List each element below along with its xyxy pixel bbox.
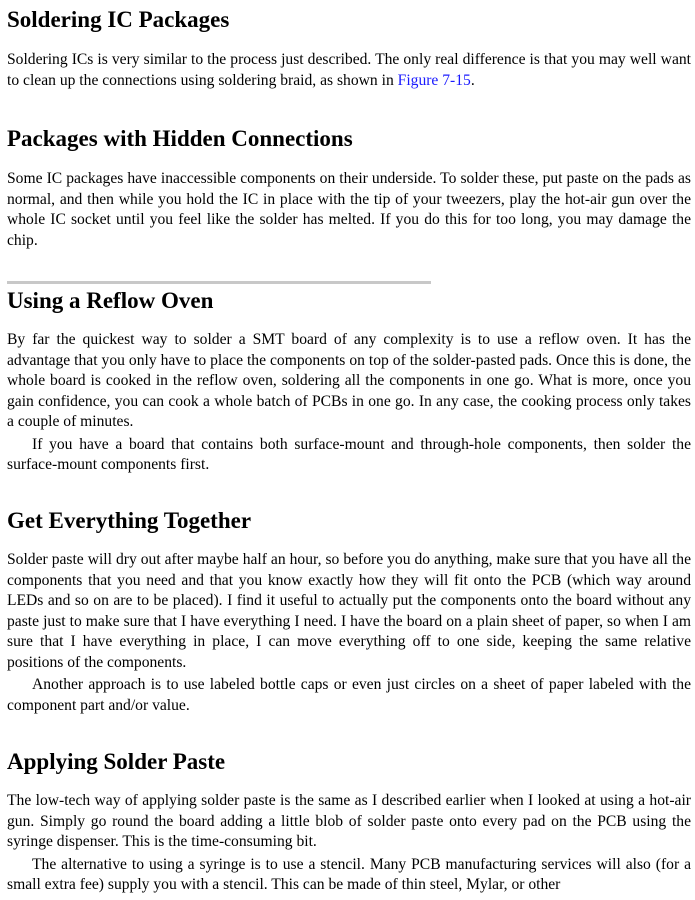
heading-using-reflow-oven: Using a Reflow Oven [7, 288, 214, 313]
paragraph: Some IC packages have inaccessible components on their underside. To solder these, put paste on the pads as normal, and then while you hold the IC in place with the tip of your tweezers, play the hot-air gun over the whole IC socket until you feel like the solder has melted. If you do this for too long, you may damage the chip. [7, 170, 691, 249]
paragraph: The low-tech way of applying solder paste is the same as I described earlier when I looked at using a hot-air gun. Simply go round the board adding a little blob of solder paste onto every pad on the PCB using the syringe dispenser. This is the time-consuming bit. [7, 792, 691, 850]
section-divider [7, 281, 431, 284]
paragraph: Solder paste will dry out after maybe half an hour, so before you do anything, make sure that you have all the components that you need and that you know exactly how they will fit onto the PCB (which way around LEDs and so on are to be placed). I find it useful to actually put the components onto the board without any paste just to make sure that I have everything I need. I have the board on a plain sheet of paper, so when I am sure that I have everything in place, I can move everything off to one side, keeping the same relative positions of the components. [7, 551, 691, 671]
section-hidden-connections [7, 125, 691, 251]
paragraph: The alternative to using a syringe is to use a stencil. Many PCB manufacturing services will also (for a small extra fee) supply you with a stencil. This can be made of thin steel, Mylar, or other [7, 855, 691, 893]
paragraph: If you have a board that contains both surface-mount and through-hole components, then solder the surface-mount components first. [7, 435, 691, 473]
heading-applying-solder-paste: Applying Solder Paste [7, 749, 226, 774]
figure-7-15-link[interactable]: Figure 7-15 [397, 71, 471, 89]
heading-packages-hidden-connections: Packages with Hidden Connections [7, 126, 353, 151]
paragraph: By far the quickest way to solder a SMT board of any complexity is to use a reflow oven. It has the advantage that you only have to place the components on top of the solder-pasted pads. Once this is done, the whole board is cooked in the reflow oven, soldering all the components in one go. What is more, once you gain confidence, you can cook a whole batch of PCBs in one go. In any case, the cooking process only takes a couple of minutes. [7, 331, 691, 430]
section-soldering-ic-packages [7, 6, 691, 91]
heading-soldering-ic-packages: Soldering IC Packages [7, 7, 230, 32]
paragraph: Soldering ICs is very similar to the process just described. The only real difference is that you may well want to clean up the connections using soldering braid, as shown in Figure 7-15. [7, 51, 691, 89]
heading-get-everything-together: Get Everything Together [7, 508, 252, 533]
paragraph: Another approach is to use labeled bottle caps or even just circles on a sheet of paper labeled with the component part and/or value. [7, 676, 691, 714]
section-reflow-oven [7, 287, 691, 476]
section-applying-solder-paste [7, 748, 691, 896]
section-get-everything-together [7, 507, 691, 716]
